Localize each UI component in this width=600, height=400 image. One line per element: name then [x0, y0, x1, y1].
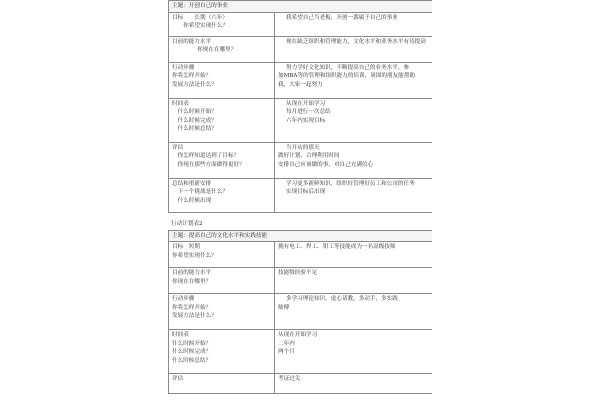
schedule-label-cell: 时间表 什么时候开始？ 什么时候完成？ 什么时候总结？	[169, 330, 275, 374]
table-2-theme: 主题：提高自己的文化水平和实践技能	[169, 230, 433, 242]
evaluation-value-cell: 当开店的那天 做好计划，合理利用时间 安排自己应该做的事，对自己充满信心	[275, 142, 433, 178]
ability-label-cell: 目前的能力水平 你现在在哪里？	[169, 268, 275, 294]
table-row	[169, 36, 433, 62]
ability-value-cell: 技能级经验不足	[275, 268, 433, 294]
review-label-cell: 总结和重新安排 下一个挑战是什么？ 什么时候出现	[169, 178, 275, 212]
table-row	[169, 374, 433, 394]
ability-label-cell: 目前的能力水平 你现在在哪里？	[169, 36, 275, 62]
table-1-theme-row	[169, 1, 433, 13]
table-row	[169, 294, 433, 330]
table-1-theme: 主题：开创自己的事业	[169, 1, 433, 13]
goal-label-cell: 目标 长期（六年） 你希望实现什么？	[169, 12, 275, 36]
table-row	[169, 142, 433, 178]
schedule-value-cell: 从现在开始学习 每月进行一次总结 六年内实现目标	[275, 98, 433, 142]
table-2-theme-row	[169, 230, 433, 242]
goal-label-cell: 目标 短期 你希望实现什么？	[169, 242, 275, 268]
steps-value-cell: 多学习理论知识，虚心请教，多动手，多实践 师傅	[275, 294, 433, 330]
ability-value-cell: 现在缺乏组织和管理能力，文化水平和业务水平有待提高	[275, 36, 433, 62]
goal-value-cell: 拥有电工、焊工、钳工等技能成为一名高级技师	[275, 242, 433, 268]
goal-value-cell: 我希望自己当老板，开创一番属于自己的事业	[275, 12, 433, 36]
action-plan-table-1	[168, 0, 432, 213]
evaluation-value-cell: 考证过关	[275, 374, 433, 394]
schedule-value-cell: 从现在开始学习 二年内 两个月	[275, 330, 433, 374]
schedule-label-cell: 时间表 什么时候开始？ 什么时候完成？ 什么时候总结？	[169, 98, 275, 142]
table-row	[169, 12, 433, 36]
table-2-caption: 行动计划表2	[171, 220, 203, 227]
table-row	[169, 242, 433, 268]
table-row	[169, 178, 433, 212]
evaluation-label-cell: 评估 你怎样知道达到了目标？ 你现在那些方面做得更好？	[169, 142, 275, 178]
steps-value-cell: 努力学好文化知识，不断提高自己的业务水平，参 加MBA等的管理和组织能力的培训，周围的朋友能帮助 我，大家一起努力	[275, 62, 433, 98]
action-plan-table-2	[168, 230, 432, 395]
table-row	[169, 330, 433, 374]
review-value-cell: 学习更多新鲜知识，组织好管理好员工和公司的任务 实现目标后出现	[275, 178, 433, 212]
table-row	[169, 98, 433, 142]
steps-label-cell: 行动步骤 你将怎样开始？ 发展方法是什么？	[169, 62, 275, 98]
evaluation-label-cell: 评估	[169, 374, 275, 394]
steps-label-cell: 行动步骤 你将怎样开始？ 发展方法是什么？	[169, 294, 275, 330]
table-row	[169, 268, 433, 294]
document-page	[168, 0, 432, 400]
table-row	[169, 62, 433, 98]
